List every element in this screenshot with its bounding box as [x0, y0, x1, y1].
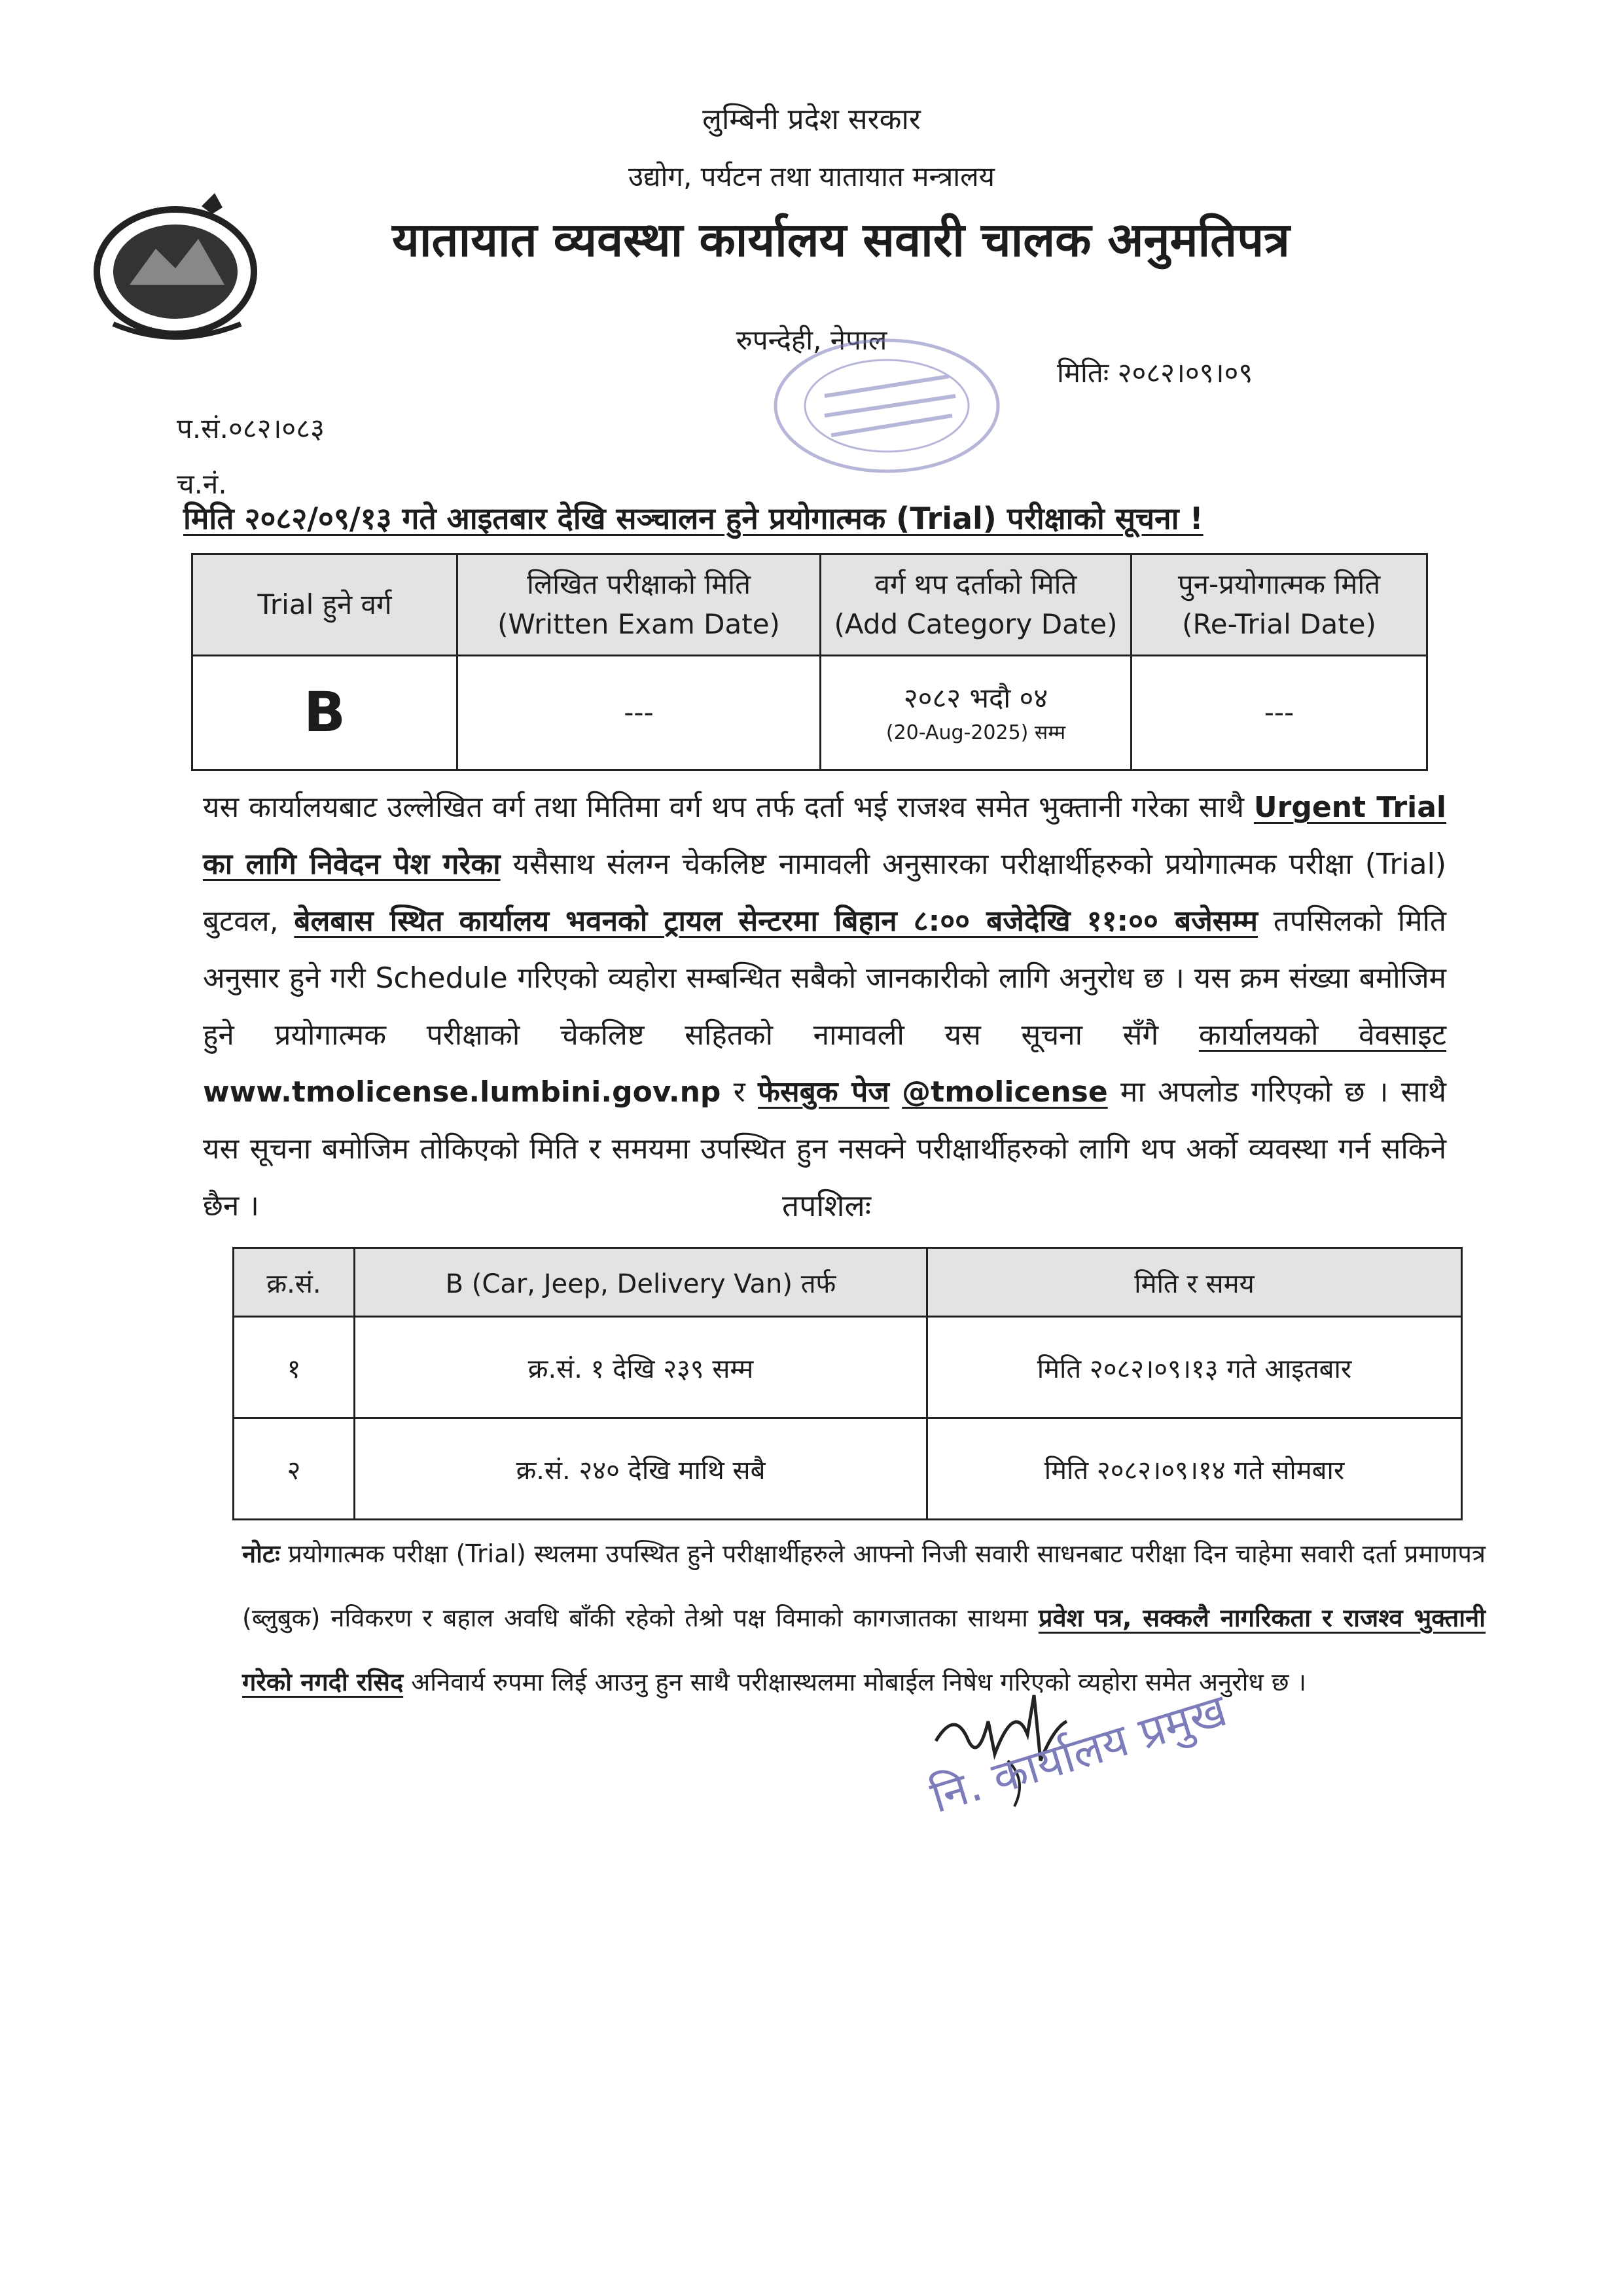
notice-body: यस कार्यालयबाट उल्लेखित वर्ग तथा मितिमा वर्ग थप तर्फ दर्ता भई राजश्व समेत भुक्तानी गरेका साथै Urgent Trial का लागि निवेदन पेश गरेका यसैसाथ संलग्न चेकलिष्ट नामावली अनुसारका परीक्षार्थीहरुको प्रयोगात्मक परीक्षा (Trial) बुटवल, बेलबास स्थित कार्यालय भवनको ट्रायल सेन्टरमा बिहान ८:०० बजेदेखि ११:०० बजेसम्म तपसिलको मिति अनुसार हुने गरी Schedule गरिएको व्यहोरा सम्बन्धित सबैको जानकारीको लागि अनुरोध छ । यस क्रम संख्या बमोजिम हुने प्रयोगात्मक परीक्षाको चेकलिष्ट सहितको नामावली यस सूचना सँगै कार्यालयको वेवसाइट www.tmolicense.lumbini.gov.np र फेसबुक पेज @tmolicense मा अपलोड गरिएको छ । साथै यस सूचना बमोजिम तोकिएको मिति र समयमा उपस्थित हुन नसक्ने परीक्षार्थीहरुको लागि थप अर्को व्यवस्था गर्न सकिने छैन ।: [203, 791, 1447, 1223]
header-range: B (Car, Jeep, Delivery Van) तर्फ: [355, 1248, 927, 1317]
cell-add-category: २०८२ भदौ ०४ (20-Aug-2025) सम्म: [821, 656, 1132, 770]
facebook-handle[interactable]: @tmolicense: [902, 1075, 1108, 1109]
government-name: लुम्बिनी प्रदेश सरकार: [702, 103, 921, 136]
table-row: १ क्र.सं. १ देखि २३९ सम्म मिति २०८२।०९।१३ गते आइतबार: [234, 1317, 1462, 1418]
office-stamp-icon: [766, 331, 1008, 481]
cell-written-exam: ---: [457, 656, 821, 770]
dispatch-number: च.नं.: [177, 468, 227, 500]
header-trial-category: Trial हुने वर्ग: [192, 554, 457, 656]
trial-category-table: [191, 553, 1428, 771]
header-date-time: मिति र समय: [927, 1248, 1462, 1317]
signature-designation: नि. कार्यालय प्रमुख: [925, 1684, 1233, 1824]
header-retrial: पुन-प्रयोगात्मक मिति (Re-Trial Date): [1132, 554, 1427, 656]
notice-note: नोटः प्रयोगात्मक परीक्षा (Trial) स्थलमा उपस्थित हुने परीक्षार्थीहरुले आफ्नो निजी सवारी साधनबाट परीक्षा दिन चाहेमा सवारी दर्ता प्रमाणपत्र (ब्लुबुक) नविकरण र बहाल अवधि बाँकी रहेको तेश्रो पक्ष विमाको कागजातका साथमा प्रवेश पत्र, सक्कलै नागरिकता र राजश्व भुक्तानी गरेको नगदी रसिद अनिवार्य रुपमा लिई आउनु हुन साथै परीक्षास्थलमा मोबाईल निषेध गरिएको व्यहोरा समेत अनुरोध छ ।: [242, 1539, 1486, 1696]
cell-retrial: ---: [1132, 656, 1427, 770]
header-add-category: वर्ग थप दर्ताको मिति (Add Category Date): [821, 554, 1132, 656]
header-sn: क्र.सं.: [234, 1248, 355, 1317]
letter-number: प.सं.०८२।०८३: [177, 412, 325, 444]
office-name: यातायात व्यवस्था कार्यालय सवारी चालक अनुमतिपत्र: [392, 212, 1290, 267]
cell-category: B: [192, 656, 457, 770]
header-written-exam: लिखित परीक्षाको मिति (Written Exam Date): [457, 554, 821, 656]
ministry-name: उद्योग, पर्यटन तथा यातायात मन्त्रालय: [628, 160, 995, 192]
website-link[interactable]: www.tmolicense.lumbini.gov.np: [203, 1075, 721, 1109]
schedule-table: [232, 1247, 1463, 1520]
table-row: २ क्र.सं. २४० देखि माथि सबै मिति २०८२।०९।१४ गते सोमबार: [234, 1418, 1462, 1520]
schedule-title: तपशिलः: [782, 1188, 872, 1223]
notice-date: मितिः २०८२।०९।०९: [1057, 357, 1253, 389]
office-location: रुपन्देही, नेपाल: [736, 324, 887, 356]
notice-subject: मिति २०८२/०९/१३ गते आइतबार देखि सञ्चालन हुने प्रयोगात्मक (Trial) परीक्षाको सूचना !: [183, 501, 1204, 536]
